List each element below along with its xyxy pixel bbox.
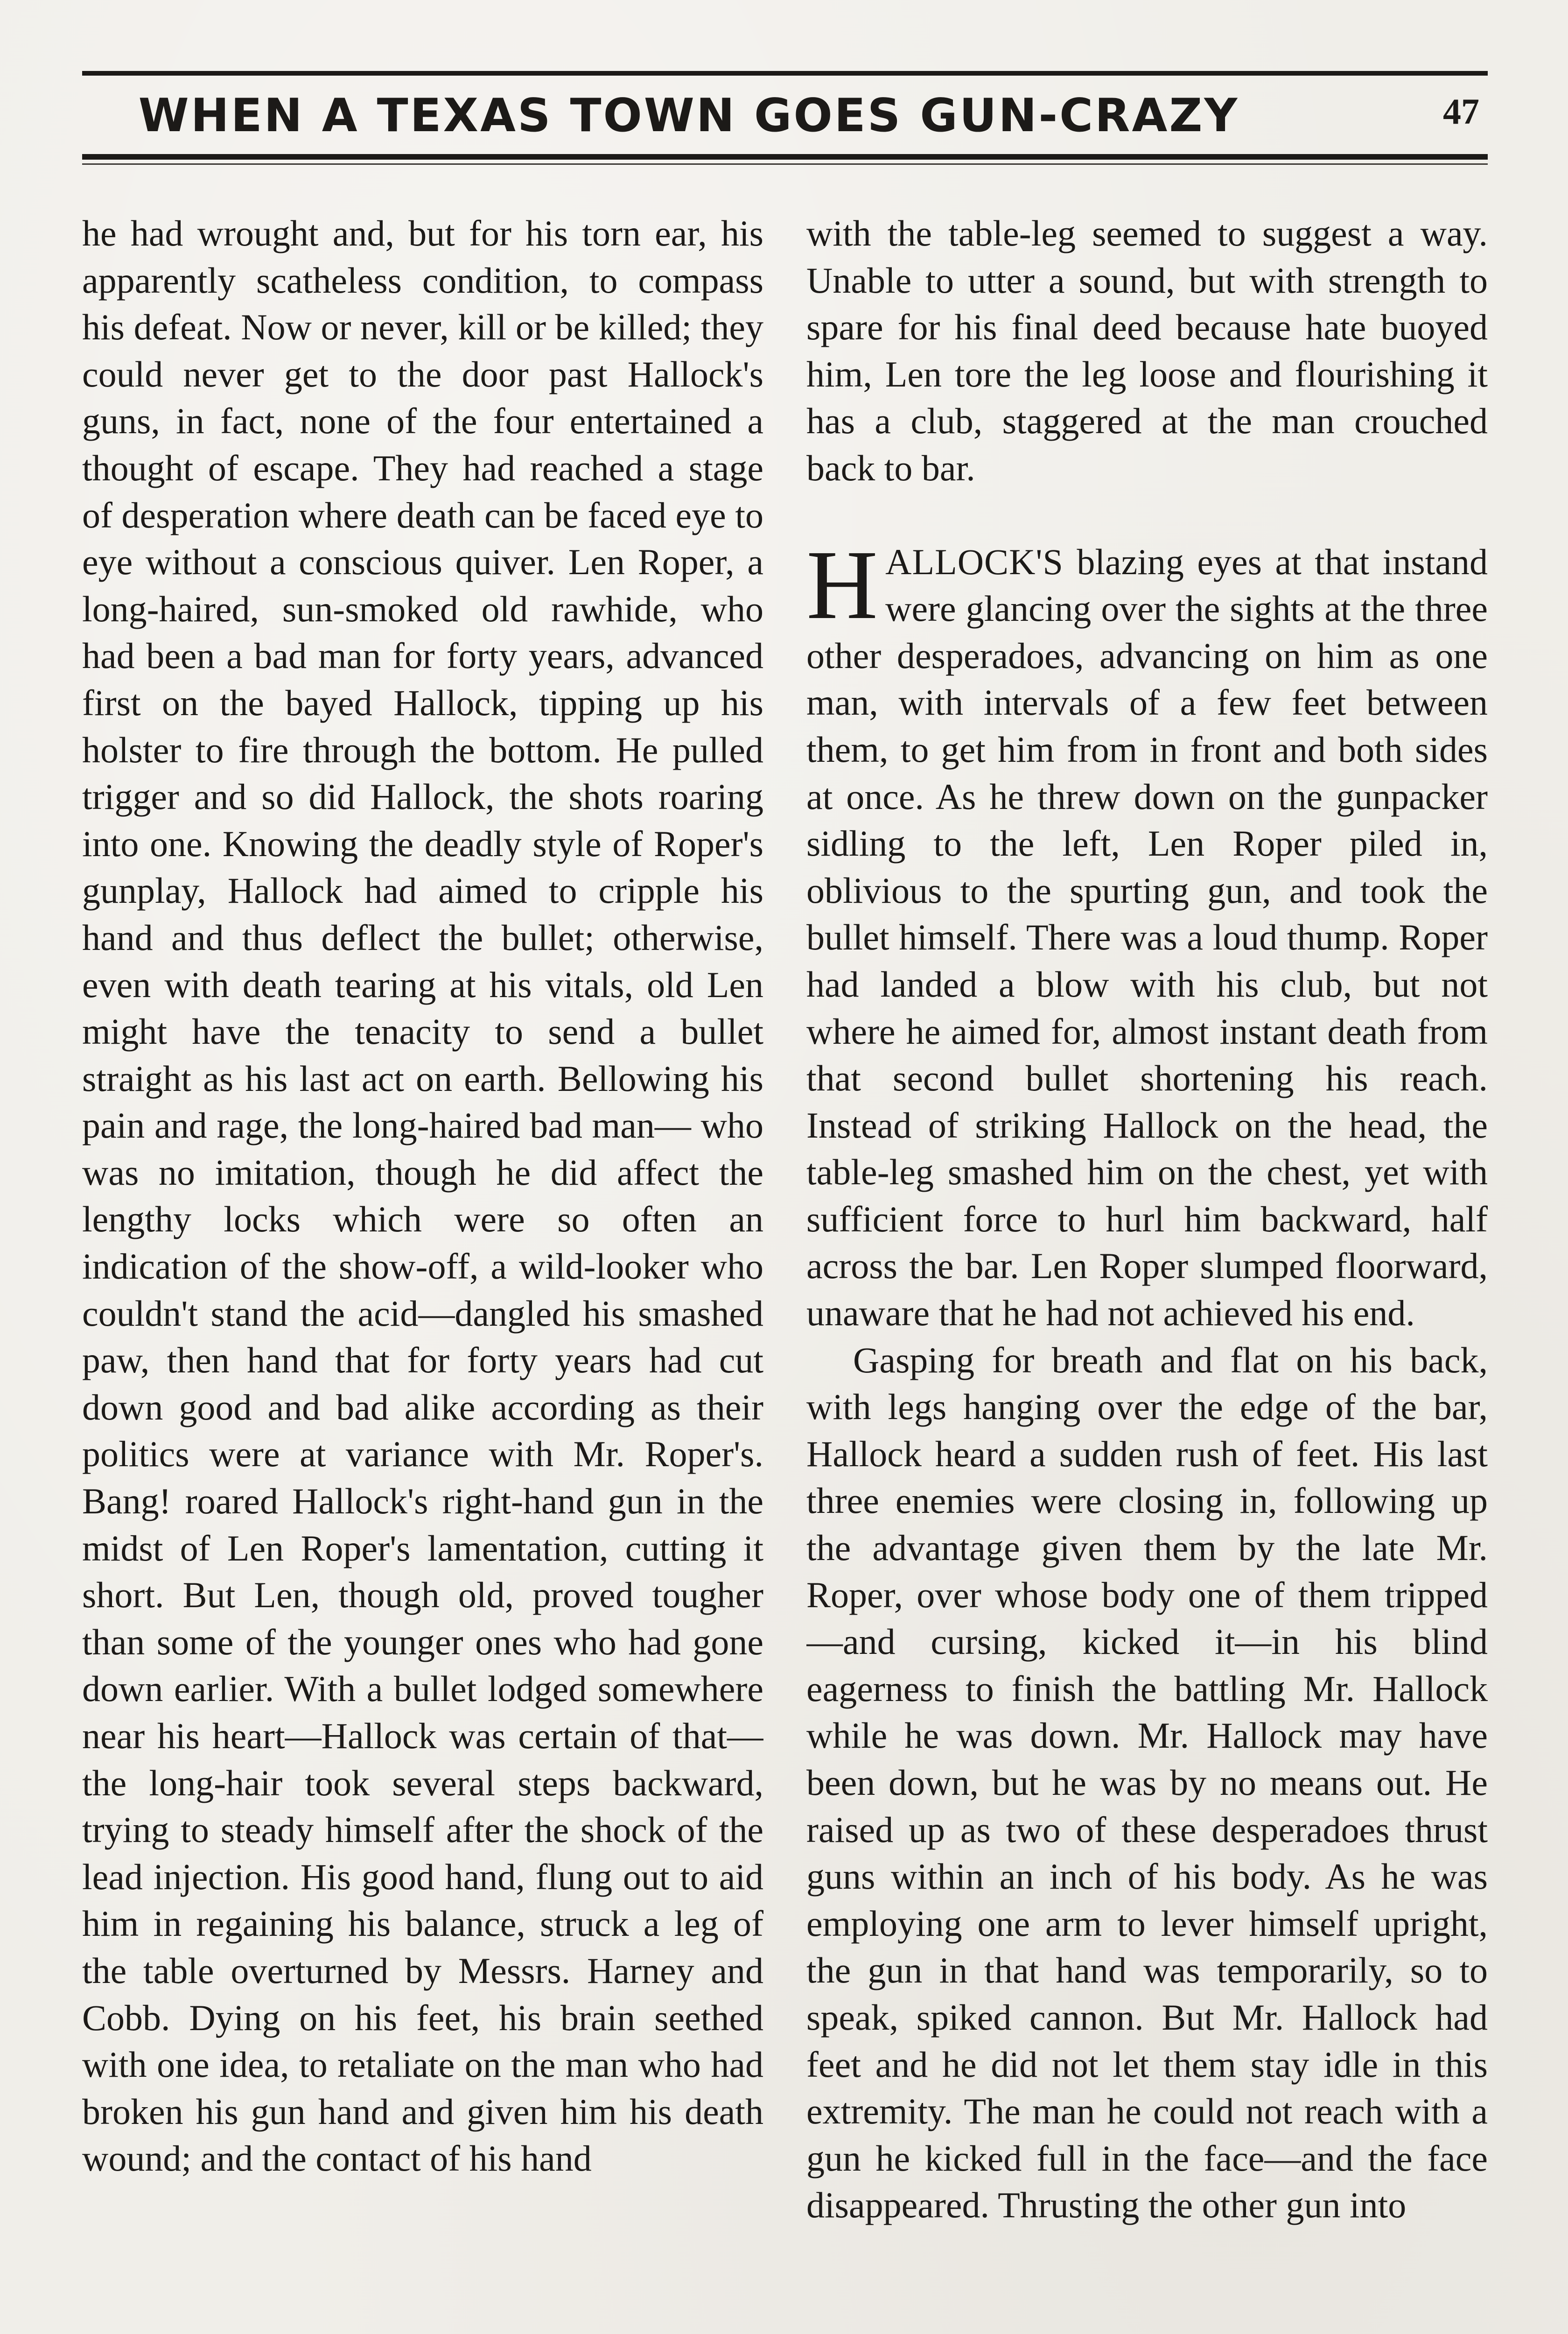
right-paragraph-2 (806, 529, 1488, 1337)
left-paragraph: he had wrought and, but for his torn ear, his apparently scatheless condition, to compass his defeat. Now or never, kill or be killed; they could never get to the door past Hallock's guns, in fact, none of the four entertained a thought of escape. They had reached a stage of desperation where death can be faced eye to eye without a conscious quiver. Len Roper, a long-haired, sun-smoked old rawhide, who had been a bad man for forty years, advanced first on the bayed Hallock, tipping up his holster to fire through the bottom. He pulled trigger and so did Hallock, the shots roaring into one. Knowing the deadly style of Roper's gunplay, Hallock had aimed to cripple his hand and thus deflect the bullet; otherwise, even with death tearing at his vitals, old Len might have the tenacity to send a bullet straight as his last act on earth. Bellowing his pain and rage, the long-haired bad man— who was no imitation, though he did affect the lengthy locks which were so often an indication of the show-off, a wild-looker who couldn't stand the acid—dangled his smashed paw, then hand that for forty years had cut down good and bad alike according as their politics were at variance with Mr. Roper's. Bang! roared Hallock's right-hand gun in the midst of Len Roper's lamentation, cutting it short. But Len, though old, proved tougher than some of the younger ones who had gone down earlier. With a bullet lodged somewhere near his heart—Hallock was certain of that—the long-hair took several steps backward, trying to steady himself after the shock of the lead injection. His good hand, flung out to aid him in regaining his balance, struck a leg of the table overturned by Messrs. Harney and Cobb. Dying on his feet, his brain seethed with one idea, to retaliate on the man who had broken his gun hand and given him his death wound; and the contact of his hand (82, 213, 763, 2179)
small-caps-lead: ALLOCK'S (885, 541, 1064, 582)
section-break (806, 492, 1488, 539)
right-paragraph-2-text: blazing eyes at that instand were glancing over the sights at the three other desperadoes, advancing on him as one man, with intervals of a few feet between them, to get him from in front and both sides at once. As he threw down on the gunpacker sidling to the left, Len Roper piled in, oblivious to the spurting gun, and took the bullet himself. There was a loud thump. Roper had landed a blow with his club, but not where he aimed for, almost instant death from that second bullet shortening his reach. Instead of striking Hallock on the head, the table-leg smashed him on the chest, yet with sufficient force to hurl him backward, half across the bar. Len Roper slumped floorward, unaware that he had not achieved his end. (806, 541, 1488, 1334)
left-column (82, 210, 763, 2334)
header-rule-bottom (82, 154, 1488, 160)
drop-cap: H (806, 529, 878, 640)
right-paragraph-3: Gasping for breath and flat on his back, with legs hanging over the edge of the bar, Hallock heard a sudden rush of feet. His last three enemies were closing in, following up the advantage given them by the late Mr. Roper, over whose body one of them tripped—and cursing, kicked it—in his blind eagerness to finish the battling Mr. Hallock while he was down. Mr. Hallock may have been down, but he was by no means out. He raised up as two of these desperadoes thrust guns within an inch of his body. As he was employing one arm to lever himself upright, the gun in that hand was temporarily, so to speak, spiked cannon. But Mr. Hallock had feet and he did not let them stay idle in this extremity. The man he could not reach with a gun he kicked full in the face—and the face disappeared. Thrusting the other gun into (806, 1339, 1488, 2226)
header-rule-bottom-thin (82, 163, 1488, 165)
right-column (806, 210, 1488, 2334)
header-rule-top (82, 71, 1488, 76)
right-paragraph-1: with the table-leg seemed to suggest a way. Unable to utter a sound, but with strength to spare for his final deed because hate buoyed him, Len tore the leg loose and flourishing it has a club, staggered at the man crouched back to bar. (806, 213, 1488, 488)
running-title: WHEN A TEXAS TOWN GOES GUN-CRAZY (138, 89, 1239, 142)
page-number: 47 (1443, 91, 1479, 132)
